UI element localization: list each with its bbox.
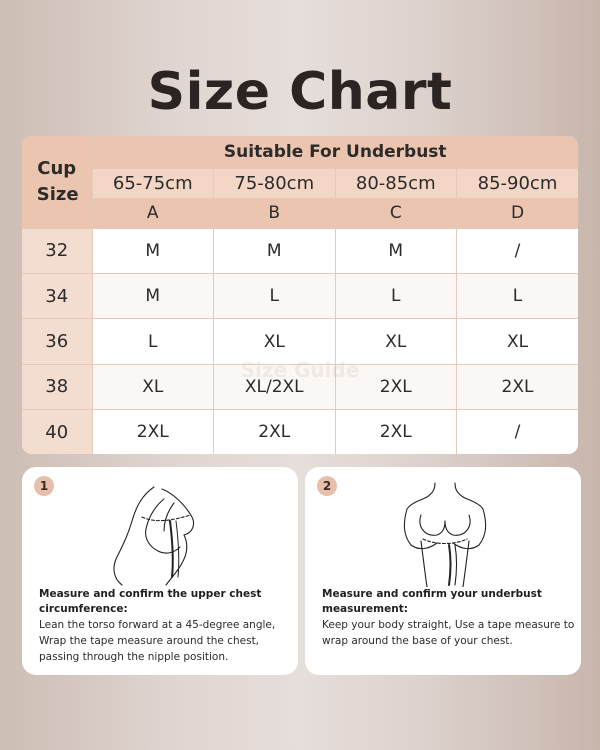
size-cell: L — [92, 319, 214, 364]
size-cell: L — [335, 273, 457, 318]
band-size-cell: 36 — [22, 319, 92, 364]
size-table — [22, 136, 578, 454]
table-row — [22, 319, 578, 364]
underbust-header: Suitable For Underbust — [92, 136, 578, 168]
size-cell: / — [457, 228, 579, 273]
step-title: Measure and confirm your underbust measurement: — [322, 588, 542, 615]
size-cell: M — [92, 273, 214, 318]
range-header: 80-85cm — [335, 168, 457, 198]
range-header: 65-75cm — [92, 168, 214, 198]
size-cell: 2XL — [92, 410, 214, 454]
band-size-cell: 40 — [22, 410, 92, 454]
size-cell: 2XL — [457, 364, 579, 409]
upper-chest-measure-illustration — [92, 477, 232, 587]
range-header: 75-80cm — [214, 168, 336, 198]
size-cell: 2XL — [335, 410, 457, 454]
band-size-cell: 38 — [22, 364, 92, 409]
size-cell: 2XL — [214, 410, 336, 454]
size-cell: L — [457, 273, 579, 318]
step-title: Measure and confirm the upper chest circumference: — [39, 588, 262, 615]
cup-letter-header: D — [457, 198, 579, 228]
size-cell: XL — [457, 319, 579, 364]
range-header: 85-90cm — [457, 168, 579, 198]
size-cell: M — [92, 228, 214, 273]
underbust-measure-illustration — [375, 477, 515, 587]
band-size-cell: 32 — [22, 228, 92, 273]
cup-size-label: Cup Size — [36, 157, 79, 205]
cup-letter-header: C — [335, 198, 457, 228]
step-description: Keep your body straight, Use a tape measure to wrap around the base of your chest. — [322, 619, 575, 647]
size-cell: XL — [214, 319, 336, 364]
table-row — [22, 273, 578, 318]
cup-size-header — [22, 136, 92, 228]
band-size-cell: 34 — [22, 273, 92, 318]
step-card-underbust — [305, 467, 581, 675]
size-cell: XL — [335, 319, 457, 364]
step-description: Lean the torso forward at a 45-degree angle, Wrap the tape measure around the chest, passing through the nipple position. — [39, 619, 276, 663]
table-row — [22, 410, 578, 454]
size-cell: 2XL — [335, 364, 457, 409]
size-cell: XL — [92, 364, 214, 409]
step-card-upper-chest — [22, 467, 298, 675]
size-cell: M — [214, 228, 336, 273]
size-cell: L — [214, 273, 336, 318]
step-number-badge: 2 — [317, 476, 337, 496]
cup-letter-header: A — [92, 198, 214, 228]
cup-letter-header: B — [214, 198, 336, 228]
size-cell: XL/2XL — [214, 364, 336, 409]
size-cell: M — [335, 228, 457, 273]
page-title: Size Chart — [147, 62, 453, 122]
table-row — [22, 364, 578, 409]
step-number-badge: 1 — [34, 476, 54, 496]
table-row — [22, 228, 578, 273]
size-cell: / — [457, 410, 579, 454]
